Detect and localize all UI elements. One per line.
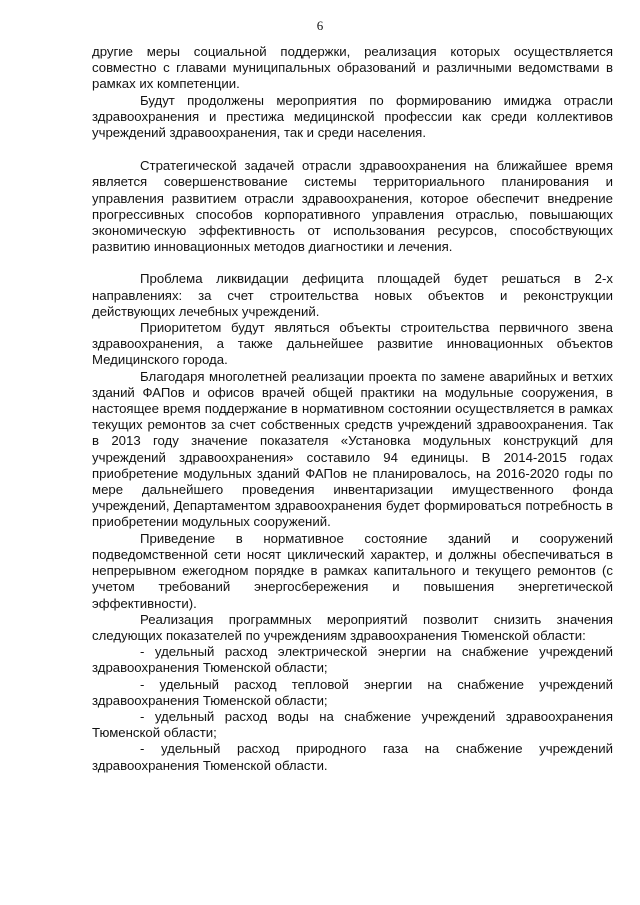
paragraph: Приведение в нормативное состояние зданий и сооружений подведомственной сети носят циклический характер, и должны обеспечиваться в непрерывном ежегодном порядке в рамках капитального и текущего ремонтов (с учетом требований энергосбережения и повышения энергетической эффективности). [92, 530, 613, 611]
list-item: - удельный расход природного газа на снабжение учреждений здравоохранения Тюменской области. [92, 741, 613, 773]
list-item: - удельный расход электрической энергии на снабжение учреждений здравоохранения Тюменской области; [92, 644, 613, 676]
paragraph: Благодаря многолетней реализации проекта по замене аварийных и ветхих зданий ФАПов и офисов врачей общей практики на модульные сооружения, в настоящее время поддержание в нормативном состоянии осуществляется в рамках текущих ремонтов за счет собственных средств учреждений здравоохранения. Так в 2013 году значение показателя «Установка модульных конструкций для учреждений здравоохранения» составило 94 единицы. В 2014-2015 годах приобретение модульных зданий ФАПов не планировалось, на 2016-2020 годы по мере дальнейшего проведения инвентаризации имущественного фонда учреждений, Департаментом здравоохранения будет формироваться потребность в приобретении модульных сооружений. [92, 368, 613, 530]
paragraph: Проблема ликвидации дефицита площадей будет решаться в 2-х направлениях: за счет строительства новых объектов и реконструкции действующих лечебных учреждений. [92, 271, 613, 319]
paragraph: Стратегической задачей отрасли здравоохранения на ближайшее время является совершенствование системы территориального планирования и управления развитием отрасли здравоохранения, которое обеспечит внедрение прогрессивных способов корпоративного управления отраслью, повышающих экономическую эффективность от использования ресурсов, способствующих развитию инновационных методов диагностики и лечения. [92, 158, 613, 255]
list-item: - удельный расход воды на снабжение учреждений здравоохранения Тюменской области; [92, 708, 613, 741]
paragraph: Реализация программных мероприятий позволит снизить значения следующих показателей по учреждениям здравоохранения Тюменской области: [92, 611, 613, 643]
document-body [92, 44, 613, 774]
page-number: 6 [316, 18, 324, 33]
list-item: - удельный расход тепловой энергии на снабжение учреждений здравоохранения Тюменской области; [92, 676, 613, 708]
paragraph: Приоритетом будут являться объекты строительства первичного звена здравоохранения, а также дальнейшее развитие инновационных объектов Медицинского города. [92, 320, 613, 368]
paragraph: другие меры социальной поддержки, реализация которых осуществляется совместно с главами муниципальных образований и различными ведомствами в рамках их компетенции. [92, 44, 613, 92]
paragraph: Будут продолжены мероприятия по формированию имиджа отрасли здравоохранения и престижа медицинской профессии как среди коллективов учреждений здравоохранения, так и среди населения. [92, 92, 613, 141]
